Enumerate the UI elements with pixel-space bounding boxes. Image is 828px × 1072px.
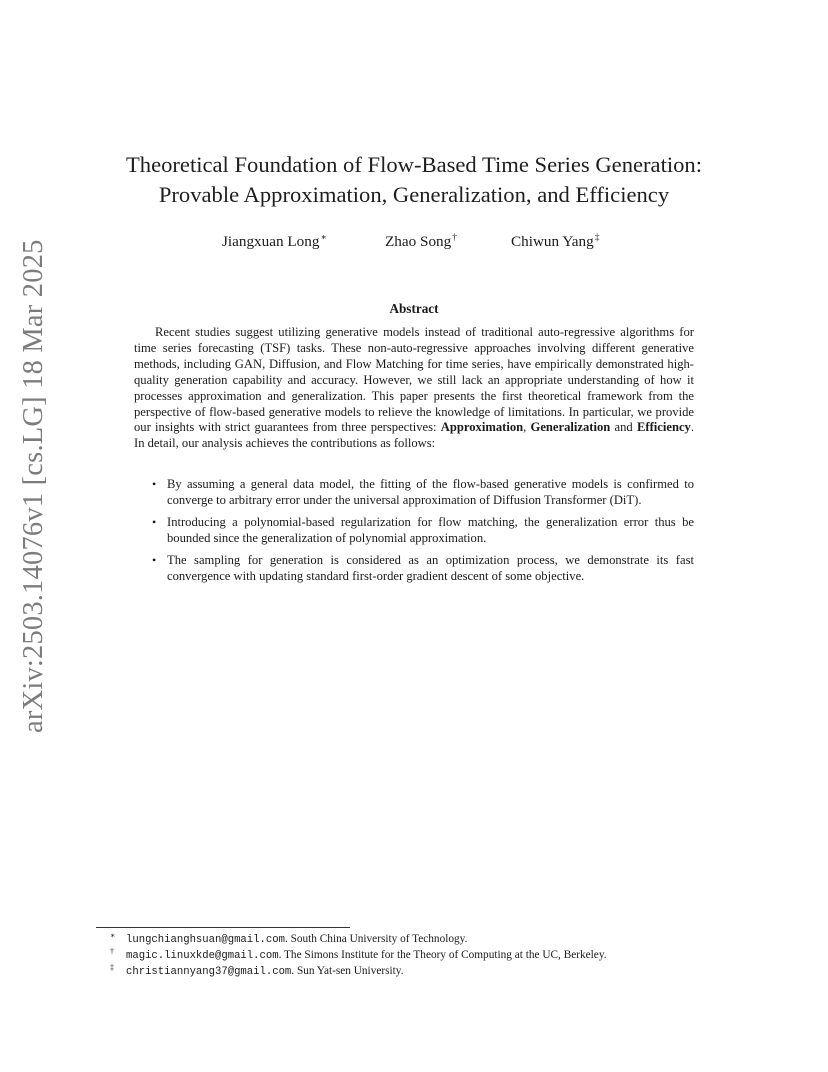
footnote-text: . South China University of Technology.: [284, 933, 468, 945]
author-2: [385, 228, 457, 252]
title-line-2: Provable Approximation, Generalization, and Efficiency: [158, 182, 670, 207]
author-name: Zhao Song: [385, 233, 452, 250]
footnotes: [112, 932, 752, 981]
abstract-paragraph: [134, 325, 694, 452]
abstract-keyword: Approximation: [440, 420, 524, 435]
footnote-email: christiannyang37@gmail.com: [126, 966, 292, 979]
contribution-list: [134, 477, 694, 590]
contribution-item: • Introducing a polynomial-based regularization for flow matching, the generalization error thus be bounded since the generalization of polynomial approximation.: [134, 515, 694, 547]
footnote-email: magic.linuxkde@gmail.com: [126, 950, 279, 963]
footnote-divider: [96, 927, 350, 928]
author-name: Jiangxuan Long: [222, 233, 320, 250]
footnote-text: . The Simons Institute for the Theory of Computing at the UC, Berkeley.: [278, 949, 607, 962]
footnote-mark: †: [110, 947, 114, 957]
title-line-1: Theoretical Foundation of Flow-Based Time Series Generation:: [125, 152, 703, 177]
contribution-item: • By assuming a general data model, the fitting of the flow-based generative models is confirmed to converge to arbitrary error under the universal approximation of Diffusion Transformer (DiT).: [134, 477, 694, 509]
arxiv-identifier: arXiv:2503.14076v1 [cs.LG] 18 Mar 2025: [18, 239, 49, 733]
abstract-text: Recent studies suggest utilizing generative models instead of traditional auto-regressive algorithms for time series forecasting (TSF) tasks. These non-auto-regressive approaches involving different generative methods, including GAN, Diffusion, and Flow Matching for time series, have empirically demonstrated high-quality generation capability and accuracy. However, we still lack an appropriate understanding of how it processes approximation and generalization. This paper presents the first theoretical framework from the perspective of flow-based generative models to relieve the knowledge of limitations. In particular, we provide our insights with strict guarantees from three perspectives:: [134, 325, 694, 435]
footnote-text: . Sun Yat-sen University.: [291, 965, 404, 978]
author-3: [511, 228, 599, 252]
author-footnote-mark: ‡: [594, 233, 600, 243]
author-footnote-mark: ∗: [320, 233, 327, 243]
abstract-keyword: Generalization: [530, 420, 611, 435]
paper-title: [80, 150, 748, 210]
abstract-text: . In detail, our analysis achieves the contributions as follows:: [134, 420, 694, 451]
author-1: [222, 228, 327, 252]
contribution-item: • The sampling for generation is considered as an optimization process, we demonstrate its fast convergence with updating standard first-order gradient descent of some objective.: [134, 553, 694, 585]
footnote-3: [112, 964, 752, 980]
abstract-separator: and: [610, 420, 637, 435]
abstract-separator: ,: [523, 420, 531, 435]
footnote-1: [112, 932, 752, 948]
author-list: [80, 228, 748, 248]
abstract-keyword: Efficiency: [636, 420, 691, 435]
abstract-heading: Abstract: [389, 301, 439, 316]
author-footnote-mark: †: [452, 233, 457, 243]
author-name: Chiwun Yang: [511, 233, 594, 250]
footnote-2: [112, 948, 752, 964]
footnote-mark: ∗: [110, 931, 116, 940]
footnote-mark: ‡: [110, 963, 114, 973]
footnote-email: lungchianghsuan@gmail.com: [126, 934, 285, 946]
